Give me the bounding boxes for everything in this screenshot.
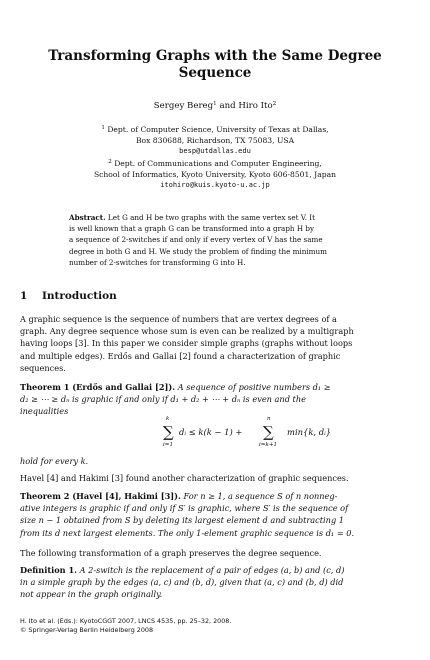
footer-citation: H. Ito et al. (Eds.): KyotoCGGT 2007, LNCS 4535, pp. 25–32, 2008. (20, 617, 232, 625)
affiliation-1-sup: 1 (101, 125, 105, 131)
abstract-line-5: number of 2-switches for transforming G into H. (69, 257, 246, 267)
intro-line-2: graph. Any degree sequence whose sum is even can be realized by a multigraph (20, 326, 354, 337)
affiliation-2-sup: 2 (108, 158, 112, 165)
formula-term-2: min{k, dᵢ} (287, 427, 332, 437)
abstract-line-1 (69, 212, 361, 223)
affiliation-1-email[interactable]: besp@utdallas.edu (179, 147, 251, 156)
paper-title (20, 48, 410, 82)
theorem-2-text-1: For n ≥ 1, a sequence S of n nonneg- (183, 491, 338, 501)
intro-paragraph (20, 313, 411, 374)
section-number: 1 (20, 290, 28, 302)
affiliation-2-text: Dept. of Communications and Computer Engineering, (114, 158, 322, 168)
affiliation-1-line-1 (20, 124, 410, 135)
title-line-2: Sequence (178, 65, 252, 81)
formula-term-1: dᵢ ≤ k(k − 1) + (179, 427, 243, 437)
definition-1 (20, 564, 411, 601)
affiliation-1-text: Dept. of Computer Science, University of Texas at Dallas, (107, 125, 329, 134)
author-list (20, 101, 410, 111)
section-heading (20, 290, 117, 302)
sum-2-upper: n (267, 416, 271, 422)
title-line-1: Transforming Graphs with the Same Degree (48, 48, 382, 64)
theorem-2 (20, 490, 411, 539)
theorem-1-line-2: d₂ ≥ ⋯ ≥ dₙ is graphic if and only if d₁ + d₂ + ⋯ + dₙ is even and the (20, 394, 306, 405)
sum-1-lower: i=1 (163, 442, 174, 448)
author-and: and (219, 101, 236, 111)
author-name-1: Sergey Bereg (153, 101, 214, 111)
author-sup-1: 1 (213, 101, 217, 107)
theorem-1-line-1 (20, 381, 411, 393)
theorem-2-line-1 (20, 490, 411, 502)
theorem-1-lead: Theorem 1 (Erdős and Gallai [2]). (20, 382, 176, 392)
theorem-2-line-3: size n − 1 obtained from S by deleting its largest element d and subtracting 1 (20, 515, 345, 526)
intro-line-1: A graphic sequence is the sequence of numbers that are vertex degrees of a (20, 314, 337, 324)
affiliation-2-email[interactable]: itohiro@kuis.kyoto-u.ac.jp (160, 181, 270, 190)
havel-hakimi-sentence: Havel [4] and Hakimi [3] found another characterization of graphic sequences. (20, 473, 349, 483)
theorem-2-lead: Theorem 2 (Havel [4], Hakimi [3]). (20, 491, 181, 501)
abstract-line-2: is well known that a graph G can be transformed into a graph H by (69, 224, 315, 234)
sum-1-sigma: ∑ (163, 423, 174, 441)
abstract-line-3: a sequence of 2-switches if and only if every vertex of V has the same (69, 235, 323, 245)
section-title: Introduction (42, 290, 117, 302)
affiliation-2-line-2: School of Informatics, Kyoto University, Kyoto 606-8501, Japan (93, 169, 337, 179)
abstract (69, 212, 361, 268)
affiliation-1-line-2: Box 830688, Richardson, TX 75083, USA (135, 136, 295, 146)
definition-1-line-3: not appear in the graph originally. (20, 589, 163, 600)
footer-copyright: © Springer-Verlag Berlin Heidelberg 2008 (20, 626, 154, 634)
definition-1-text-1: A 2-switch is the replacement of a pair of edges (a, b) and (c, d) (79, 565, 345, 575)
theorem-1-text-1: A sequence of positive numbers d₁ ≥ (177, 382, 331, 392)
theorem-2-line-4: from its d next largest elements. The only 1-element graphic sequence is d₁ = 0. (20, 527, 355, 538)
page-footer (20, 617, 231, 635)
intro-line-5: sequences. (20, 362, 66, 373)
abstract-line-4: degree in both G and H. We study the problem of finding the minimum (69, 246, 327, 256)
theorem-1-line-3: inequalities (20, 406, 69, 417)
affiliation-2-line-1 (20, 158, 410, 169)
inequality-formula (160, 416, 360, 452)
theorem-2-line-2: ative integers is graphic if and only if S′ is graphic, where S′ is the sequence of (20, 503, 349, 514)
definition-1-lead: Definition 1. (20, 565, 78, 575)
definition-1-line-2: in a simple graph by the edges (a, c) and (b, d), given that (a, c) and (b, d) did (20, 577, 344, 588)
abstract-label: Abstract. (69, 213, 106, 222)
author-sup-2: 2 (272, 101, 277, 107)
theorem-1 (20, 381, 411, 418)
abstract-text-1: Let G and H be two graphs with the same vertex set V. It (107, 213, 316, 222)
intro-line-4: and multiple edges). Erdős and Gallai [2] found a characterization of graphic (20, 350, 341, 361)
author-name-2: Hiro Ito (238, 101, 273, 111)
sum-2-lower: i=k+1 (259, 442, 278, 448)
definition-1-line-1 (20, 564, 411, 576)
affiliations (20, 124, 410, 191)
sum-1-upper: k (166, 416, 170, 422)
intro-line-3: having loops [3]. In this paper we consider simple graphs (graphs without loops (20, 338, 353, 349)
sum-2-sigma: ∑ (263, 423, 274, 441)
theorem-1-closing: hold for every k. (20, 456, 89, 466)
transformation-sentence: The following transformation of a graph preserves the degree sequence. (20, 548, 322, 558)
